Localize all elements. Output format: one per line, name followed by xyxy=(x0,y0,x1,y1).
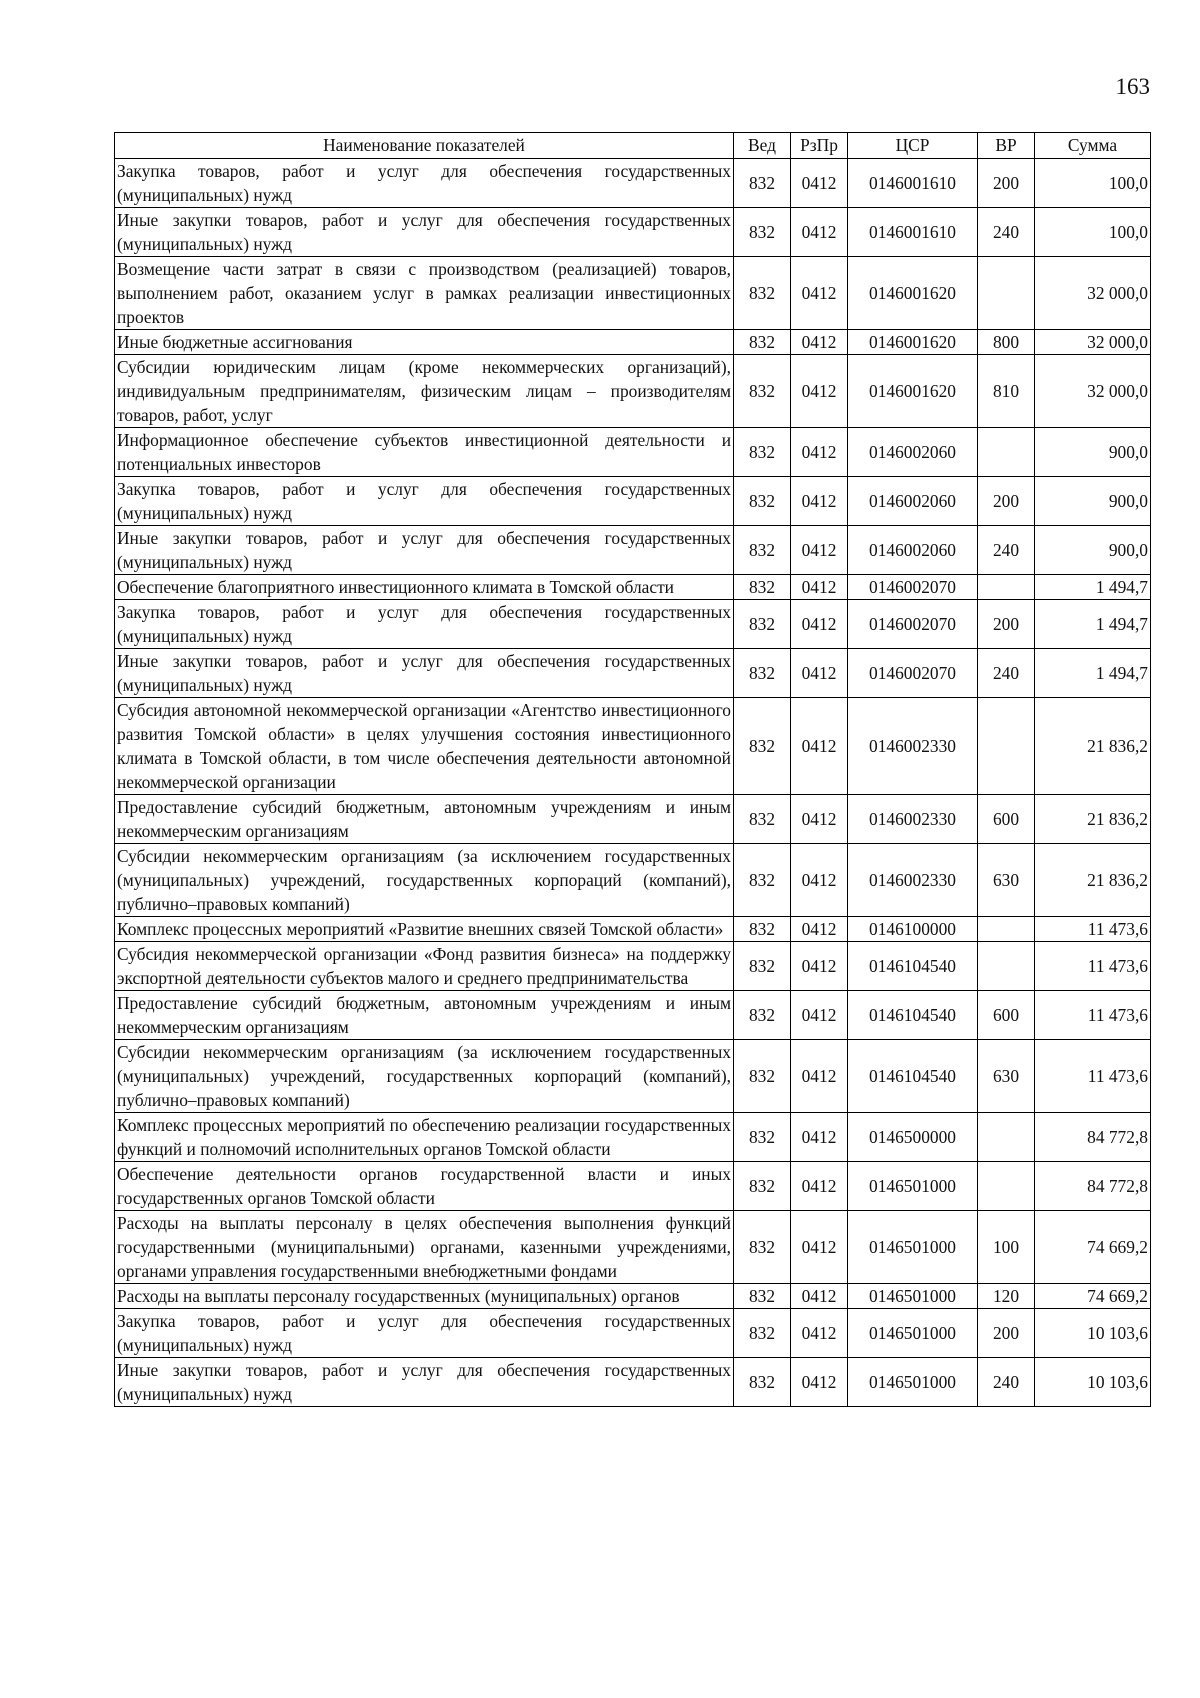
cell-vr xyxy=(978,428,1035,477)
cell-sum: 11 473,6 xyxy=(1035,1040,1151,1113)
cell-csr: 0146002070 xyxy=(848,600,978,649)
cell-rzpr: 0412 xyxy=(791,526,848,575)
cell-sum: 74 669,2 xyxy=(1035,1284,1151,1309)
table-row xyxy=(115,1309,1151,1358)
cell-vr: 120 xyxy=(978,1284,1035,1309)
cell-vr xyxy=(978,1162,1035,1211)
cell-csr: 0146001620 xyxy=(848,330,978,355)
cell-ved: 832 xyxy=(734,991,791,1040)
cell-vr: 240 xyxy=(978,208,1035,257)
header-rzpr: РзПр xyxy=(791,133,848,159)
cell-csr: 0146002330 xyxy=(848,844,978,917)
table-row xyxy=(115,257,1151,330)
cell-csr: 0146001620 xyxy=(848,355,978,428)
cell-csr: 0146501000 xyxy=(848,1162,978,1211)
cell-csr: 0146104540 xyxy=(848,942,978,991)
cell-ved: 832 xyxy=(734,526,791,575)
cell-name: Субсидия некоммерческой организации «Фонд развития бизнеса» на поддержку экспортной деятельности субъектов малого и среднего предпринимательства xyxy=(115,942,734,991)
cell-rzpr: 0412 xyxy=(791,1162,848,1211)
cell-csr: 0146104540 xyxy=(848,991,978,1040)
cell-sum: 100,0 xyxy=(1035,159,1151,208)
cell-name: Обеспечение деятельности органов государственной власти и иных государственных органов Томской области xyxy=(115,1162,734,1211)
cell-name: Иные закупки товаров, работ и услуг для обеспечения государственных (муниципальных) нужд xyxy=(115,649,734,698)
cell-name: Субсидии некоммерческим организациям (за исключением государственных (муниципальных) учреждений, государственных корпораций (компаний), публично–правовых компаний) xyxy=(115,844,734,917)
cell-sum: 11 473,6 xyxy=(1035,991,1151,1040)
cell-rzpr: 0412 xyxy=(791,330,848,355)
table-body xyxy=(115,159,1151,1407)
cell-ved: 832 xyxy=(734,257,791,330)
cell-vr: 240 xyxy=(978,526,1035,575)
budget-table xyxy=(114,132,1151,1407)
table-row xyxy=(115,330,1151,355)
cell-sum: 74 669,2 xyxy=(1035,1211,1151,1284)
cell-name: Расходы на выплаты персоналу в целях обеспечения выполнения функций государственными (муниципальными) органами, казенными учреждениями, органами управления государственными внебюджетными фондами xyxy=(115,1211,734,1284)
cell-ved: 832 xyxy=(734,795,791,844)
table-row xyxy=(115,575,1151,600)
cell-rzpr: 0412 xyxy=(791,942,848,991)
cell-vr xyxy=(978,917,1035,942)
cell-rzpr: 0412 xyxy=(791,1211,848,1284)
cell-sum: 10 103,6 xyxy=(1035,1358,1151,1407)
cell-name: Комплекс процессных мероприятий по обеспечению реализации государственных функций и полномочий исполнительных органов Томской области xyxy=(115,1113,734,1162)
table-row xyxy=(115,1284,1151,1309)
cell-vr: 200 xyxy=(978,159,1035,208)
cell-name: Предоставление субсидий бюджетным, автономным учреждениям и иным некоммерческим организациям xyxy=(115,795,734,844)
cell-ved: 832 xyxy=(734,917,791,942)
cell-sum: 21 836,2 xyxy=(1035,795,1151,844)
cell-sum: 21 836,2 xyxy=(1035,698,1151,795)
header-name: Наименование показателей xyxy=(115,133,734,159)
table-row xyxy=(115,991,1151,1040)
cell-ved: 832 xyxy=(734,600,791,649)
cell-ved: 832 xyxy=(734,428,791,477)
cell-csr: 0146501000 xyxy=(848,1211,978,1284)
cell-vr: 630 xyxy=(978,1040,1035,1113)
cell-rzpr: 0412 xyxy=(791,355,848,428)
cell-name: Предоставление субсидий бюджетным, автономным учреждениям и иным некоммерческим организациям xyxy=(115,991,734,1040)
cell-name: Обеспечение благоприятного инвестиционного климата в Томской области xyxy=(115,575,734,600)
cell-name: Субсидия автономной некоммерческой организации «Агентство инвестиционного развития Томской области» в целях улучшения состояния инвестиционного климата в Томской области, в том числе обеспечения деятельности автономной некоммерческой организации xyxy=(115,698,734,795)
cell-vr: 800 xyxy=(978,330,1035,355)
cell-vr: 200 xyxy=(978,1309,1035,1358)
cell-rzpr: 0412 xyxy=(791,1309,848,1358)
cell-vr: 630 xyxy=(978,844,1035,917)
cell-sum: 11 473,6 xyxy=(1035,942,1151,991)
cell-rzpr: 0412 xyxy=(791,257,848,330)
cell-rzpr: 0412 xyxy=(791,428,848,477)
cell-ved: 832 xyxy=(734,330,791,355)
cell-sum: 1 494,7 xyxy=(1035,600,1151,649)
cell-ved: 832 xyxy=(734,942,791,991)
table-row xyxy=(115,649,1151,698)
cell-name: Субсидии юридическим лицам (кроме некоммерческих организаций), индивидуальным предпринимателям, физическим лицам – производителям товаров, работ, услуг xyxy=(115,355,734,428)
cell-ved: 832 xyxy=(734,575,791,600)
cell-ved: 832 xyxy=(734,844,791,917)
cell-rzpr: 0412 xyxy=(791,991,848,1040)
cell-name: Иные закупки товаров, работ и услуг для обеспечения государственных (муниципальных) нужд xyxy=(115,208,734,257)
cell-vr: 100 xyxy=(978,1211,1035,1284)
table-row xyxy=(115,159,1151,208)
cell-csr: 0146002070 xyxy=(848,575,978,600)
cell-vr: 600 xyxy=(978,795,1035,844)
cell-csr: 0146001610 xyxy=(848,208,978,257)
cell-csr: 0146104540 xyxy=(848,1040,978,1113)
cell-rzpr: 0412 xyxy=(791,575,848,600)
cell-name: Закупка товаров, работ и услуг для обеспечения государственных (муниципальных) нужд xyxy=(115,600,734,649)
cell-vr: 240 xyxy=(978,649,1035,698)
cell-csr: 0146002070 xyxy=(848,649,978,698)
cell-name: Комплекс процессных мероприятий «Развитие внешних связей Томской области» xyxy=(115,917,734,942)
cell-rzpr: 0412 xyxy=(791,159,848,208)
cell-csr: 0146002060 xyxy=(848,477,978,526)
cell-vr xyxy=(978,575,1035,600)
cell-sum: 32 000,0 xyxy=(1035,355,1151,428)
table-row xyxy=(115,844,1151,917)
cell-ved: 832 xyxy=(734,1113,791,1162)
cell-vr: 600 xyxy=(978,991,1035,1040)
cell-rzpr: 0412 xyxy=(791,477,848,526)
cell-rzpr: 0412 xyxy=(791,1040,848,1113)
cell-ved: 832 xyxy=(734,1309,791,1358)
cell-name: Закупка товаров, работ и услуг для обеспечения государственных (муниципальных) нужд xyxy=(115,159,734,208)
cell-name: Закупка товаров, работ и услуг для обеспечения государственных (муниципальных) нужд xyxy=(115,477,734,526)
cell-vr xyxy=(978,698,1035,795)
cell-name: Расходы на выплаты персоналу государственных (муниципальных) органов xyxy=(115,1284,734,1309)
cell-csr: 0146002060 xyxy=(848,428,978,477)
table-row xyxy=(115,1040,1151,1113)
cell-ved: 832 xyxy=(734,355,791,428)
cell-rzpr: 0412 xyxy=(791,795,848,844)
cell-sum: 21 836,2 xyxy=(1035,844,1151,917)
cell-name: Иные бюджетные ассигнования xyxy=(115,330,734,355)
table-header-row xyxy=(115,133,1151,159)
cell-name: Информационное обеспечение субъектов инвестиционной деятельности и потенциальных инвесторов xyxy=(115,428,734,477)
cell-vr xyxy=(978,257,1035,330)
cell-sum: 1 494,7 xyxy=(1035,649,1151,698)
cell-sum: 900,0 xyxy=(1035,477,1151,526)
cell-csr: 0146501000 xyxy=(848,1284,978,1309)
cell-vr xyxy=(978,942,1035,991)
cell-sum: 900,0 xyxy=(1035,526,1151,575)
table-row xyxy=(115,917,1151,942)
cell-csr: 0146501000 xyxy=(848,1358,978,1407)
table-row xyxy=(115,1358,1151,1407)
cell-sum: 100,0 xyxy=(1035,208,1151,257)
cell-vr: 200 xyxy=(978,477,1035,526)
cell-ved: 832 xyxy=(734,1284,791,1309)
cell-vr xyxy=(978,1113,1035,1162)
cell-ved: 832 xyxy=(734,159,791,208)
cell-csr: 0146501000 xyxy=(848,1309,978,1358)
cell-name: Возмещение части затрат в связи с производством (реализацией) товаров, выполнением работ, оказанием услуг в рамках реализации инвестиционных проектов xyxy=(115,257,734,330)
cell-sum: 900,0 xyxy=(1035,428,1151,477)
table-row xyxy=(115,477,1151,526)
table-row xyxy=(115,795,1151,844)
cell-vr: 810 xyxy=(978,355,1035,428)
cell-rzpr: 0412 xyxy=(791,917,848,942)
header-sum: Сумма xyxy=(1035,133,1151,159)
cell-csr: 0146002060 xyxy=(848,526,978,575)
cell-sum: 11 473,6 xyxy=(1035,917,1151,942)
cell-name: Субсидии некоммерческим организациям (за исключением государственных (муниципальных) учреждений, государственных корпораций (компаний), публично–правовых компаний) xyxy=(115,1040,734,1113)
cell-csr: 0146001610 xyxy=(848,159,978,208)
cell-sum: 32 000,0 xyxy=(1035,257,1151,330)
cell-vr: 240 xyxy=(978,1358,1035,1407)
cell-ved: 832 xyxy=(734,208,791,257)
cell-csr: 0146001620 xyxy=(848,257,978,330)
cell-rzpr: 0412 xyxy=(791,600,848,649)
cell-ved: 832 xyxy=(734,1040,791,1113)
cell-name: Закупка товаров, работ и услуг для обеспечения государственных (муниципальных) нужд xyxy=(115,1309,734,1358)
cell-sum: 32 000,0 xyxy=(1035,330,1151,355)
table-row xyxy=(115,600,1151,649)
table-row xyxy=(115,526,1151,575)
cell-sum: 10 103,6 xyxy=(1035,1309,1151,1358)
cell-rzpr: 0412 xyxy=(791,1358,848,1407)
table-row xyxy=(115,698,1151,795)
cell-ved: 832 xyxy=(734,1211,791,1284)
cell-rzpr: 0412 xyxy=(791,649,848,698)
cell-vr: 200 xyxy=(978,600,1035,649)
table-row xyxy=(115,1113,1151,1162)
table-row xyxy=(115,208,1151,257)
cell-sum: 84 772,8 xyxy=(1035,1113,1151,1162)
header-vr: ВР xyxy=(978,133,1035,159)
cell-sum: 84 772,8 xyxy=(1035,1162,1151,1211)
cell-rzpr: 0412 xyxy=(791,1284,848,1309)
table-row xyxy=(115,428,1151,477)
cell-csr: 0146100000 xyxy=(848,917,978,942)
cell-rzpr: 0412 xyxy=(791,1113,848,1162)
cell-csr: 0146002330 xyxy=(848,795,978,844)
table-row xyxy=(115,1211,1151,1284)
cell-rzpr: 0412 xyxy=(791,208,848,257)
cell-rzpr: 0412 xyxy=(791,844,848,917)
cell-ved: 832 xyxy=(734,477,791,526)
cell-name: Иные закупки товаров, работ и услуг для обеспечения государственных (муниципальных) нужд xyxy=(115,526,734,575)
page-number: 163 xyxy=(1115,74,1150,99)
cell-rzpr: 0412 xyxy=(791,698,848,795)
cell-ved: 832 xyxy=(734,698,791,795)
cell-ved: 832 xyxy=(734,1358,791,1407)
table-row xyxy=(115,1162,1151,1211)
table-row xyxy=(115,355,1151,428)
cell-ved: 832 xyxy=(734,649,791,698)
header-csr: ЦСР xyxy=(848,133,978,159)
cell-csr: 0146500000 xyxy=(848,1113,978,1162)
cell-ved: 832 xyxy=(734,1162,791,1211)
cell-csr: 0146002330 xyxy=(848,698,978,795)
header-ved: Вед xyxy=(734,133,791,159)
table-row xyxy=(115,942,1151,991)
cell-name: Иные закупки товаров, работ и услуг для обеспечения государственных (муниципальных) нужд xyxy=(115,1358,734,1407)
cell-sum: 1 494,7 xyxy=(1035,575,1151,600)
